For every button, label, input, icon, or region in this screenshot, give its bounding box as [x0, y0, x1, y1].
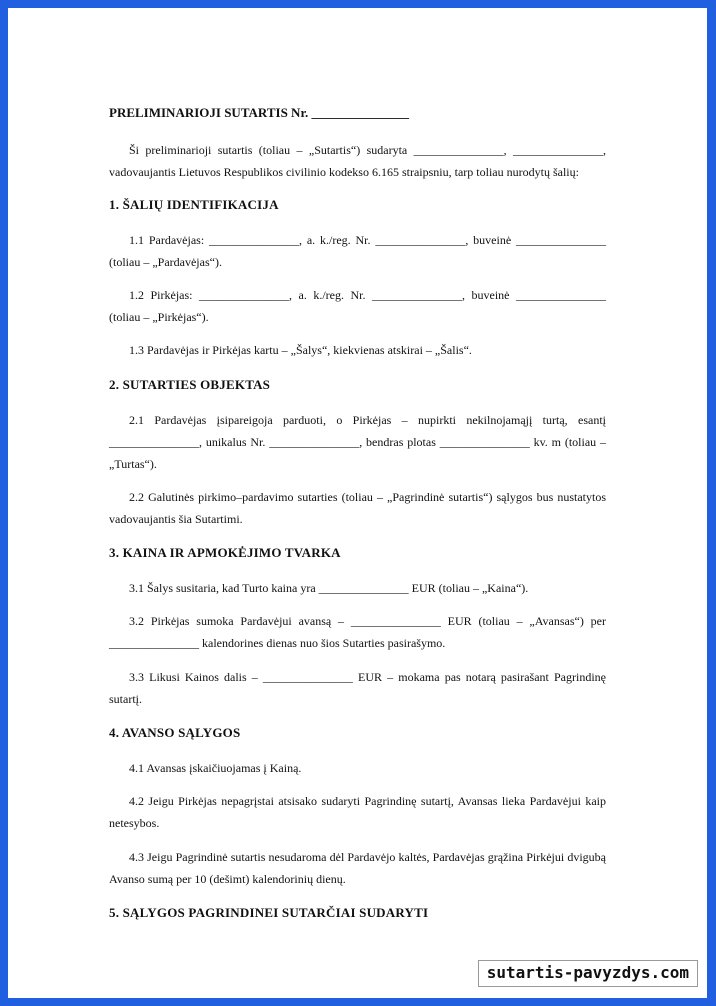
- section-1-heading: 1. ŠALIŲ IDENTIFIKACIJA: [109, 197, 279, 212]
- section-5-heading: 5. SĄLYGOS PAGRINDINEI SUTARČIAI SUDARYTI: [109, 905, 429, 920]
- paragraph-4-2: 4.2 Jeigu Pirkėjas nepagrįstai atsisako sudaryti Pagrindinę sutartį, Avansas lieka Pardavėjui kaip netesybos.: [109, 794, 606, 830]
- paragraph-1-2: 1.2 Pirkėjas: _______________, a. k./reg. Nr. _______________, buveinė _______________ (toliau – „Pirkėjas“).: [109, 288, 606, 324]
- intro-paragraph: Ši preliminarioji sutartis (toliau – „Sutartis“) sudaryta _______________, _______________, vadovaujantis Lietuvos Respublikos civilinio kodekso 6.165 straipsniu, tarp toliau nurodytų šalių:: [109, 143, 606, 179]
- paragraph-3-3: 3.3 Likusi Kainos dalis – _______________ EUR – mokama pas notarą pasirašant Pagrindinę sutartį.: [109, 670, 606, 706]
- document-title: PRELIMINARIOJI SUTARTIS Nr. _______________: [109, 105, 410, 120]
- paragraph-3-2: 3.2 Pirkėjas sumoka Pardavėjui avansą – _______________ EUR (toliau – „Avansas“) per _______________ kalendorines dienas nuo šios Sutarties pasirašymo.: [109, 614, 606, 650]
- paragraph-4-1: 4.1 Avansas įskaičiuojamas į Kainą.: [129, 761, 302, 775]
- paragraph-4-3: 4.3 Jeigu Pagrindinė sutartis nesudaroma dėl Pardavėjo kaltės, Pardavėjas grąžina Pirkėjui dvigubą Avanso sumą per 10 (dešimt) kalendorinių dienų.: [109, 850, 606, 886]
- paragraph-2-1: 2.1 Pardavėjas įsipareigoja parduoti, o Pirkėjas – nupirkti nekilnojamąjį turtą, esantį _______________, unikalus Nr. _______________, bendras plotas _______________ kv. m (toliau – „Turtas“).: [109, 413, 606, 471]
- section-4-heading: 4. AVANSO SĄLYGOS: [109, 725, 241, 740]
- paragraph-3-1: 3.1 Šalys susitaria, kad Turto kaina yra _______________ EUR (toliau – „Kaina“).: [129, 581, 529, 595]
- site-watermark: sutartis-pavyzdys.com: [478, 960, 698, 987]
- document-page: [8, 8, 707, 998]
- section-3-heading: 3. KAINA IR APMOKĖJIMO TVARKA: [109, 545, 341, 560]
- paragraph-1-1: 1.1 Pardavėjas: _______________, a. k./reg. Nr. _______________, buveinė _______________ (toliau – „Pardavėjas“).: [109, 233, 606, 269]
- section-2-heading: 2. SUTARTIES OBJEKTAS: [109, 377, 271, 392]
- paragraph-1-3: 1.3 Pardavėjas ir Pirkėjas kartu – „Šalys“, kiekvienas atskirai – „Šalis“.: [129, 343, 472, 357]
- paragraph-2-2: 2.2 Galutinės pirkimo–pardavimo sutarties (toliau – „Pagrindinė sutartis“) sąlygos bus nustatytos vadovaujantis šia Sutartimi.: [109, 490, 606, 526]
